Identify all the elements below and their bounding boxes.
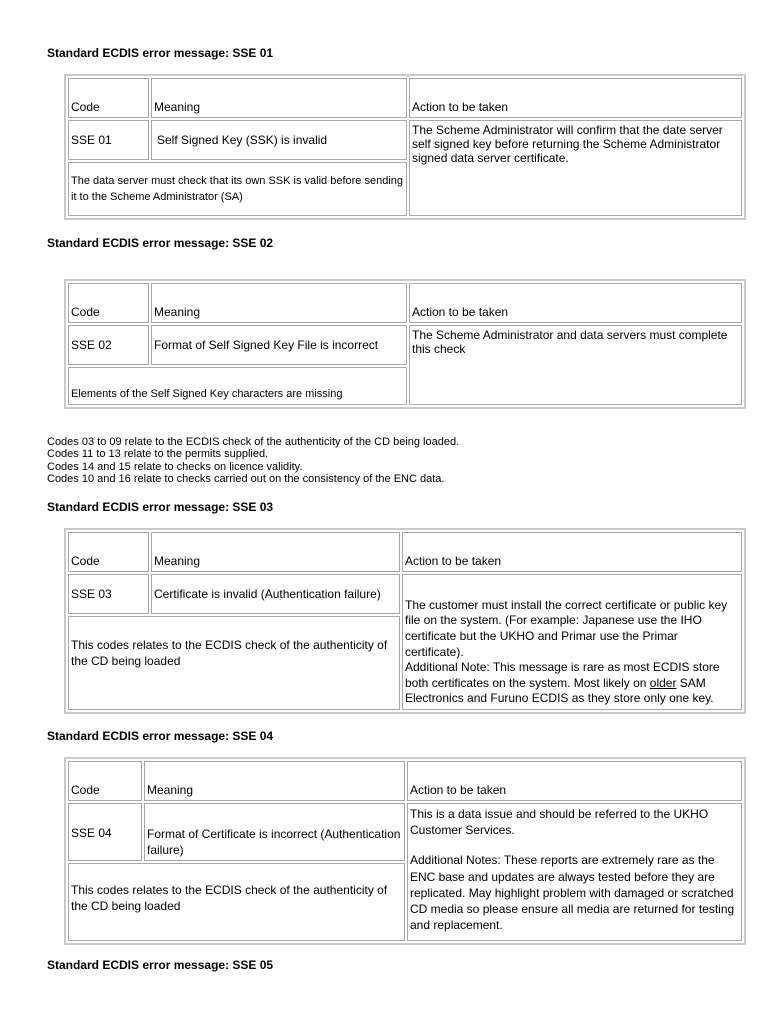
- section-heading-sse01: Standard ECDIS error message: SSE 01: [47, 46, 274, 60]
- section-heading-sse02: Standard ECDIS error message: SSE 02: [47, 236, 274, 250]
- action-note-text: Additional Notes: These reports are extremely rare as the ENC base and updates are always tested before they are replicated. May highlight problem with damaged or scratched CD media so please ensure all media are returned for testing and replacement.: [410, 853, 735, 933]
- header-action: Action to be taken: [409, 283, 742, 323]
- action-cell: [402, 574, 742, 710]
- note-cell: Elements of the Self Signed Key characters are missing: [68, 367, 407, 405]
- note-cell: This codes relates to the ECDIS check of the authenticity of the CD being loaded: [68, 863, 405, 941]
- note-line: Codes 03 to 09 relate to the ECDIS check of the authenticity of the CD being loaded.: [47, 436, 460, 448]
- note-line: Codes 10 and 16 relate to checks carried out on the consistency of the ENC data.: [47, 472, 445, 485]
- header-meaning: Meaning: [144, 761, 405, 801]
- note-line: Codes 14 and 15 relate to checks on licence validity.: [47, 460, 303, 473]
- header-code: Code: [68, 78, 149, 118]
- code-cell: SSE 01: [68, 120, 149, 160]
- meaning-cell: Certificate is invalid (Authentication failure): [151, 574, 400, 614]
- codes-notes: [47, 436, 459, 485]
- note-line: Codes 11 to 13 relate to the permits supplied.: [47, 448, 269, 461]
- section-heading-sse05: Standard ECDIS error message: SSE 05: [47, 958, 274, 972]
- action-cell: The Scheme Administrator and data servers must complete this check: [409, 325, 742, 405]
- error-table-sse03: [64, 528, 746, 714]
- action-text: This is a data issue and should be referred to the UKHO Customer Services.: [410, 807, 709, 838]
- action-cell: The Scheme Administrator will confirm that the date server self signed key before returning the Scheme Administrator signed data server certificate.: [409, 120, 742, 216]
- error-table-sse04: [64, 757, 746, 945]
- header-code: Code: [68, 532, 149, 572]
- error-table-sse01: [64, 74, 746, 220]
- section-heading-sse04: Standard ECDIS error message: SSE 04: [47, 729, 274, 743]
- action-note-text-end: SAM Electronics and Furuno ECDIS as they store only one key.: [405, 675, 714, 706]
- error-table-sse02: [64, 279, 746, 409]
- header-action: Action to be taken: [407, 761, 742, 801]
- header-action: Action to be taken: [402, 532, 742, 572]
- action-note-underline: older: [649, 675, 677, 690]
- action-note-text: Additional Note: This message is rare as most ECDIS store both certificates on the system. Most likely on: [405, 660, 720, 690]
- header-meaning: Meaning: [151, 532, 400, 572]
- section-heading-sse03: Standard ECDIS error message: SSE 03: [47, 500, 274, 514]
- action-text: The customer must install the correct certificate or public key file on the system. (For example: Japanese use the IHO certificate but the UKHO and Primar use the Primar certificate).: [405, 597, 728, 659]
- meaning-cell: Format of Self Signed Key File is incorrect: [151, 325, 407, 365]
- header-code: Code: [68, 283, 149, 323]
- header-code: Code: [68, 761, 142, 801]
- code-cell: SSE 02: [68, 325, 149, 365]
- meaning-cell: Format of Certificate is incorrect (Authentication failure): [144, 803, 405, 861]
- header-meaning: Meaning: [151, 78, 407, 118]
- note-cell: This codes relates to the ECDIS check of the authenticity of the CD being loaded: [68, 616, 400, 710]
- header-meaning: Meaning: [151, 283, 407, 323]
- header-action: Action to be taken: [409, 78, 742, 118]
- meaning-cell: Self Signed Key (SSK) is invalid: [151, 120, 407, 160]
- code-cell: SSE 03: [68, 574, 149, 614]
- note-cell: The data server must check that its own SSK is valid before sending it to the Scheme Administrator (SA): [68, 162, 407, 216]
- action-cell: [407, 803, 742, 941]
- code-cell: SSE 04: [68, 803, 142, 861]
